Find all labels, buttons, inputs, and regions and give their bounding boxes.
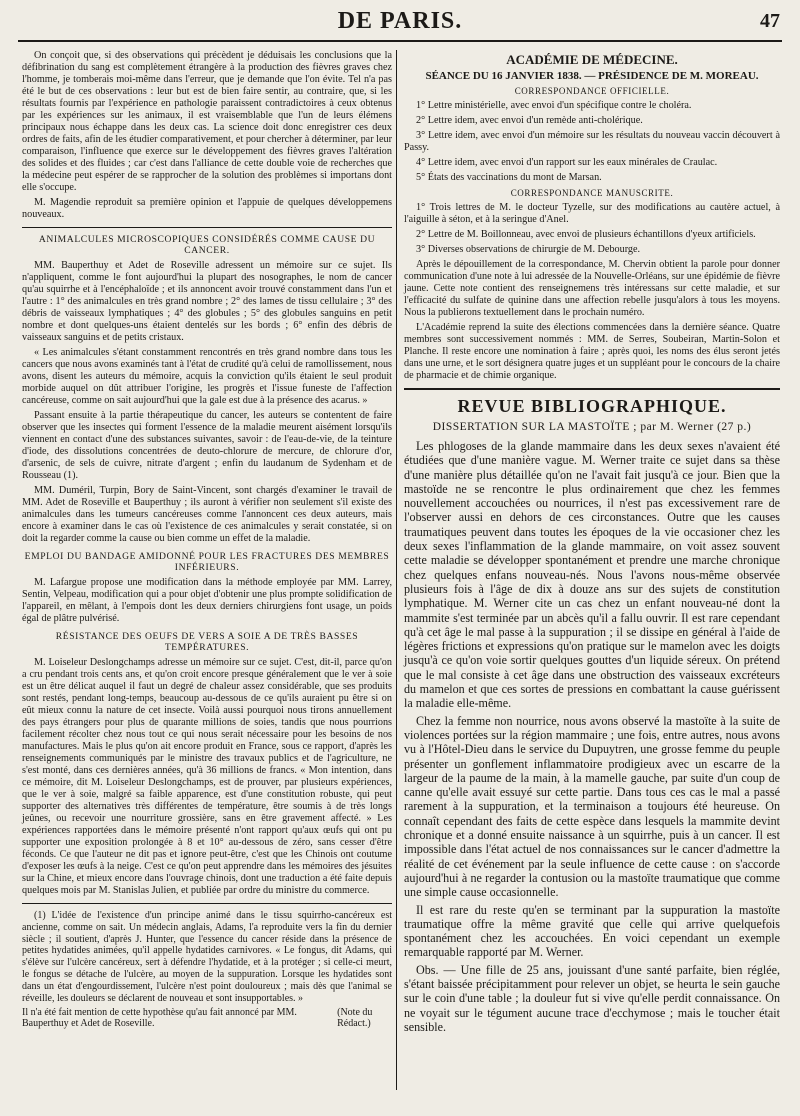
left-column (22, 50, 392, 1029)
paragraph: L'Académie reprend la suite des élections commencées dans la dernière séance. Quatre membres sont successivement nommés : MM. de Serres, Soubeiran, Martin-Solon et Planche. Il reste encore une nomination à faire ; après quoi, les noms des élus seront jetés dans une urne, et le sort désignera quatre juges et un suppléant pour le concours de la chaire de pharmacie et de chimie organique. (404, 322, 780, 381)
divider (22, 227, 392, 228)
list-item: 3° Lettre idem, avec envoi d'un mémoire sur les résultats du nouveau vaccin découvert à Passy. (404, 130, 780, 153)
list-item: 5° États des vaccinations du mont de Marsan. (416, 172, 602, 183)
divider (404, 388, 780, 390)
list-item: 1° Lettre ministérielle, avec envoi d'un spécifique contre le choléra. (416, 100, 692, 111)
list-item: 4° Lettre idem, avec envoi d'un rapport sur les eaux minérales de Craulac. (416, 157, 718, 168)
paragraph: Passant ensuite à la partie thérapeutique du cancer, les auteurs se contentent de faire observer que les insectes qui forment l'essence de la maladie meurent aisément lorsqu'ils viennent en contact d'une des substances suivantes, savoir : de l'eau-de-vie, de la teinture d'iode, des dissolutions concentrées de deuto-chlorure de mercure, de chlorure d'or, d'arsenic, de sels de cuivre, nitrate d'argent ; enfin du laudanum de Sydenham et de Rousseau (1). (22, 410, 392, 481)
correspondence-manuscript-heading: CORRESPONDANCE MANUSCRITE. (510, 188, 674, 198)
footnote-credit: (Note du Rédact.) (337, 1007, 373, 1030)
paragraph: « Les animalcules s'étant constamment rencontrés en très grand nombre dans tous les cancers que nous avons examinés tant à l'état de crudité qu'à celui de ramollissement, nous avons, disent les auteurs du mémoire, acquis la conviction qu'ils étaient le seul produit morbide auquel on dût attribuer l'origine, les progrès et l'issue funeste de l'affection cancéreuse, comme on sait aujourd'hui que la gale est due à la présence des acarus. » (22, 347, 392, 406)
review-body (404, 439, 780, 1034)
right-column (404, 50, 780, 1037)
correspondence-official-heading: CORRESPONDANCE OFFICIELLE. (514, 86, 670, 96)
review-heading: REVUE BIBLIOGRAPHIQUE. (457, 396, 727, 416)
footnote (22, 910, 392, 1029)
list-item: 3° Diverses observations de chirurgie de M. Debourge. (416, 244, 641, 255)
list-item: 1° Trois lettres de M. le docteur Tyzelle, sur des modifications au cautère actuel, à l'aiguille à séton, et à la seringue d'Anel. (404, 202, 780, 225)
footnote-text: (1) L'idée de l'existence d'un principe animé dans le tissu squirrho-cancéreux est ancienne, comme on sait. Un médecin anglais, Adams, l'a reproduite vers la fin du dernier siècle ; il soutient, d'après J. Hunter, que l'essence du cancer réside dans la présence de petites hydatides animées, qu'il appelle hydatides carnivores. « Le fongus, dit Adams, qui s'élève sur l'ulcère cancéreux, sert à défendre l'hydatide, et à la protéger ; si celle-ci meurt, le fongus se détache de l'ulcère, au moyen de la suppuration. Lorsque les hydatides sont dans un état d'engourdissement, l'ulcère n'est point douloureux ; mais dès que l'animal se réveille, les douleurs se déclarent de nouveau et sont insupportables. » (22, 910, 392, 1004)
section-heading-oeufs: RÉSISTANCE DES OEUFS DE VERS A SOIE A DE TRÈS BASSES TEMPÉRATURES. (55, 631, 359, 653)
page-header (18, 6, 782, 42)
paragraph: M. Magendie reproduit sa première opinion et l'appuie de quelques développemens nouveaux. (22, 197, 392, 220)
footnote-divider (22, 903, 392, 904)
paragraph: Les phlogoses de la glande mammaire dans les deux sexes n'avaient été étudiées que d'une manière vague. M. Werner traite ce sujet dans sa thèse d'une manière plus détaillée qu'on ne l'avait fait jusqu'à ce jour. Bien que la mastoïde ne se rencontre le plus ordinairement que chez les femmes nouvellement accouchées ou nourrices, il n'est pas excessivement rare de l'observer aussi en dehors de ces circonstances. Outre que les causes traumatiques peuvent dans toutes les époques de la vie occasioner chez les deux sexes l'inflammation de la glande mammaire, on voit assez souvent cette maladie se développer spontanément et prendre une marche chronique chez quelques enfans nouveau-nés. Nous l'avons nous-même observée plusieurs fois à l'âge de dix à douze ans sur des sujets de constitution lymphatique. M. Werner cite un cas chez un enfant nouveau-né dont la mammite s'est terminée par un abcès qu'il a fallu ouvrir. Il est rare cependant qu'à cet âge le mal passe à la suppuration ; il se dissipe en général à l'aide de légères frictions et expressions qu'on pratique sur le mamelon avec les doigts jusqu'à ce qu'on voie sortir quelques gouttes d'un liquide séreux. On prétend que le mal consiste à cet âge dans une obstruction des vaisseaux excréteurs du mamelon et que ces sortes de pressions en combattant la cause guérissent la maladie elle-même. (404, 439, 780, 711)
paragraph: On conçoit que, si des observations qui précèdent je déduisais les conclusions que la défibrination du sang est complètement étrangère à la production des fièvres graves chez l'homme, je tomberais moi-même dans l'erreur, que je demande que l'on évite. Tel n'a pas été le but de ces observations : leur but est de bien faire sentir, au contraire, que, si les résultats fournis par l'expérience en pathologie paraissent contradictoires à ceux obtenus par les expériences sur les animaux, il est vraisemblable que l'un de leurs élémens principaux nous échappe dans les deux cas. La science doit donc enregistrer ces deux ordres de faits, afin de les étudier comparativement, et pour chercher à déterminer, par leur comparaison, l'influence que exerce sur le développement des fièvres graves l'altération des solides et des fluides ; car c'est dans l'alliance de cette double voie de recherches que la médecine peut espérer de se rapprocher de la solution des problèmes si importans dont elle s'occupe. (22, 50, 392, 193)
paragraph: M. Loiseleur Deslongchamps adresse un mémoire sur ce sujet. C'est, dit-il, parce qu'on a cru pendant trois cents ans, et qu'on croit encore presque généralement que le ver à soie est un être délicat auquel il faut un degré de chaleur assez considérable, que ses produits sont restés, pendant long-temps, beaucoup au-dessous de ce qu'ils auraient pu être si on eût mieux connu la nature de cet insecte. Voilà aussi pourquoi nous tirons annuellement des pays étrangers pour plus de quarante millions de soies, tandis que nous pourrions facilement récolter chez nous tout ce qui nous serait nécessaire pour les besoins de nos manufactures. Mais le plus qu'on ait encore produit en France, sous ce rapport, d'après les renseignements communiqués par le ministre des travaux publics et de l'agriculture, ne s'est monté, dans ces dernières années, qu'à 36 millions de francs. « Mon intention, dans ce mémoire, dit M. Loiseleur Deslongchamps, est de prouver, par plusieurs expériences, que le ver à soie, malgré sa faible apparence, est d'une constitution robuste, qui peut supporter des alternatives très différentes de température, être soumis à de très longs jeûnes, ou recevoir une nourriture grossière, sans en être gravement affecté. » Les expériences rapportées dans le mémoire présenté n'ont rapport qu'aux œufs qui ont pu supporter une exposition prolongée à 8 et 10° au-dessous de zéro, sans cesser d'être féconds. Ce que l'auteur ne dit pas et ignore peut-être, c'est que les Chinois ont coutume d'exposer les œufs à la neige. C'est ce qu'on peut apprendre dans les mémoires des jésuites sur la Chine, et mieux encore dans l'ouvrage chinois, dont une traduction a été faite depuis quelques mois par M. Stanislas Julien, et publiée par ordre du ministre du commerce. (22, 657, 392, 896)
list-item: 2° Lettre idem, avec envoi d'un remède anti-cholérique. (416, 115, 643, 126)
review-subheading: DISSERTATION SUR LA MASTOÏTE ; par M. Werner (27 p.) (432, 421, 752, 433)
page-number: 47 (760, 10, 780, 32)
list-item: 2° Lettre de M. Boillonneau, avec envoi de plusieurs échantillons d'yeux artificiels. (416, 229, 756, 240)
paragraph: Obs. — Une fille de 25 ans, jouissant d'une santé parfaite, bien réglée, s'étant baissée précipitamment pour relever un objet, se heurta le sein gauche sur le coin d'une table ; la douleur fut si vive qu'elle perdit connaissance. On ne voyait sur le tégument aucune trace d'ecchymose ; mais le toucher était sensible. (404, 962, 780, 1034)
section-heading-animalcules: ANIMALCULES MICROSCOPIQUES CONSIDÉRÉS COMME CAUSE DU CANCER. (38, 234, 376, 256)
paragraph: M. Lafargue propose une modification dans la méthode employée par MM. Larrey, Sentin, Velpeau, modification qui a pour objet d'obtenir une plus prompte solidification de l'appareil, en mêlant, à l'empois dont les deux derniers chirurgiens font usage, un poids égal de plâtre pulvérisé. (22, 577, 392, 624)
paragraph: MM. Duméril, Turpin, Bory de Saint-Vincent, sont chargés d'examiner le travail de MM. Adet de Roseville et Bauperthuy ; ils auront à vérifier non seulement s'il existe des animalcules dans les tumeurs cancéreuses comme l'annoncent ces deux auteurs, mais encore à examiner dans le cas où l'existence de ces animalcules y serait constatée, si on doit la regarder comme la cause ou bien comme un effet de la maladie. (22, 485, 392, 544)
session-heading: SÉANCE DU 16 JANVIER 1838. — PRÉSIDENCE DE M. MOREAU. (425, 70, 759, 82)
paragraph: Il est rare du reste qu'en se terminant par la suppuration la mastoïte traumatique offre la même gravité que celle qui arrive quelquefois spontanément chez les accouchées. En voici cependant un exemple remarquable rapporté par M. Werner. (404, 902, 780, 960)
footnote-text: Il n'a été fait mention de cette hypothèse qu'au fait annoncé par MM. Bauperthuy et Adet de Roseville. (22, 1007, 297, 1030)
column-divider (396, 50, 397, 1090)
page-title: DE PARIS. (337, 8, 463, 34)
academy-heading: ACADÉMIE DE MÉDECINE. (506, 52, 678, 67)
paragraph: Après le dépouillement de la correspondance, M. Chervin obtient la parole pour donner communication d'une note à lui adressée de la Nouvelle-Orléans, sur une épidémie de fièvre jaune. Cette note contient des renseignemens très intéressans sur cette maladie, et sur l'efficacité du sulfate de quinine dans une affection rebelle jusqu'alors à tous les moyens. Nous la publierons textuellement dans le prochain numéro. (404, 259, 780, 318)
section-heading-bandage: EMPLOI DU BANDAGE AMIDONNÉ POUR LES FRACTURES DES MEMBRES INFÉRIEURS. (24, 551, 390, 573)
paragraph: MM. Bauperthuy et Adet de Roseville adressent un mémoire sur ce sujet. Ils n'appliquent, comme le font aujourd'hui la plupart des nosographes, le nom de cancer qu'au squirrhe et à l'encéphaloïde ; et ils annoncent avoir trouvé constamment dans l'un et l'autre : 1° des animalcules en très grand nombre ; 2° des lames de tissu cellulaire ; 3° des débris de vaisseaux lymphatiques ; 4° des globules ; 5° des globules sanguins en petit nombre et dont quelques-uns étaient dentelés sur les bords ; 6° enfin des débris de vaisseaux sanguins et de petits cristaux. (22, 260, 392, 343)
paragraph: Chez la femme non nourrice, nous avons observé la mastoïte à la suite de violences portées sur la région mammaire ; une fois, entre autres, nous avons vu à l'Hôtel-Dieu dans le service du Dupuytren, une grosse femme du peuple présenter un gonflement inflammatoire prodigieux avec un escarre de la largeur de la paume de la main, à la mamelle gauche, par suite d'un coup de canne qu'elle avait essuyé sur cette partie. Dans tous ces cas le mal a passé rarement à la suppuration, et la terminaison a toujours été heureuse. On connaît cependant des faits de cette espèce dans lesquels la mammite devint chronique et a donné ensuite naissance à un squirrhe, puis à un cancer. Il est impossible dans l'état actuel de nos connaissances sur le cancer d'admettre la réalité de cet événement par la seule influence de cette cause : on s'accorde aujourd'hui à ne regarder la contusion ou la mastoïte traumatique que comme une simple cause occasionnelle. (404, 713, 780, 900)
